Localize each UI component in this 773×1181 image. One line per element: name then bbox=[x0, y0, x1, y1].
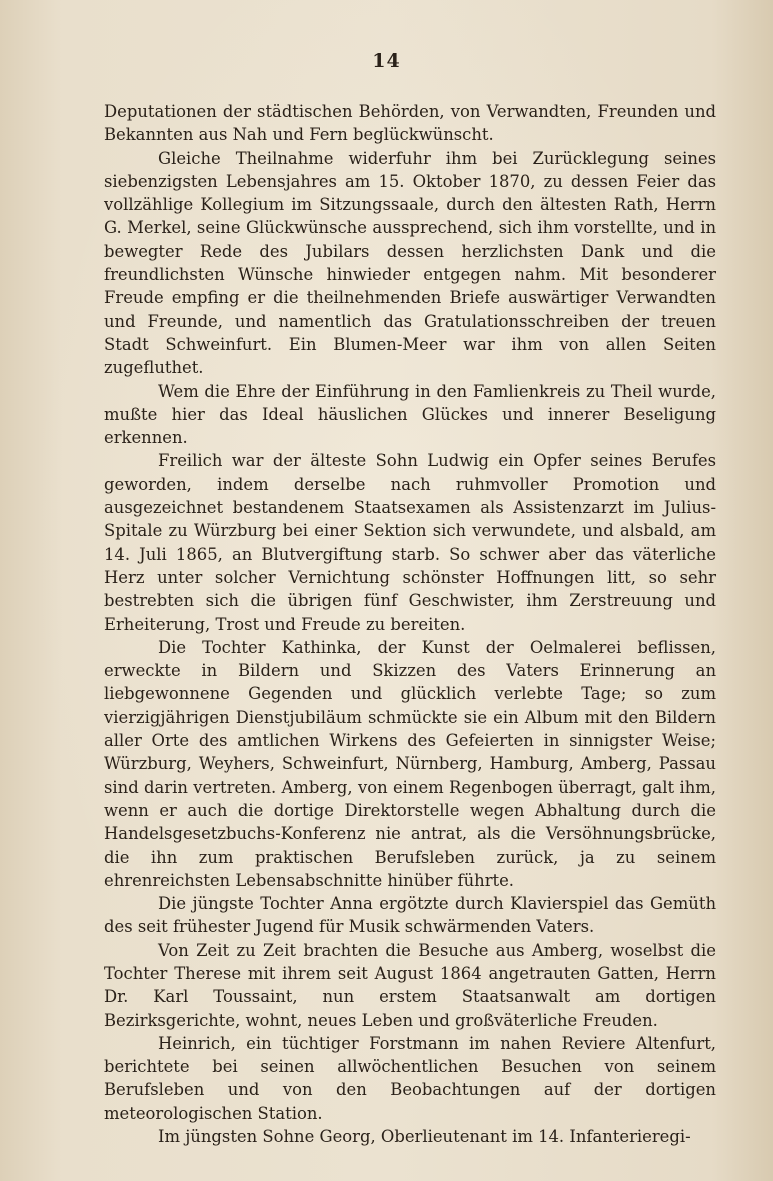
body-text bbox=[104, 100, 716, 1148]
paragraph-1: Deputationen der städtischen Behörden, von Verwandten, Freunden und Bekannten aus Nah und Fern beglückwünscht. bbox=[104, 102, 716, 145]
paragraph-5: Die Tochter Kathinka, der Kunst der Oelmalerei beflissen, erweckte in Bildern und Skizzen des Vaters Erinnerung an liebgewonnene Gegenden und glücklich verlebte Tage; so zum vierzigjährigen Dienstjubiläum schmückte sie ein Album mit den Bildern aller Orte des amtlichen Wirkens des Gefeierten in sinnigster Weise; Würzburg, Weyhers, Schweinfurt, Nürnberg, Hamburg, Amberg, Passau sind darin vertreten. Amberg, von einem Regenbogen überragt, galt ihm, wenn er auch die dortige Direktorstelle wegen Abhaltung durch die Handelsgesetzbuchs-Konferenz nie antrat, als die Versöhnungsbrücke, die ihn zum praktischen Berufsleben zurück, ja zu seinem ehrenreichsten Lebensabschnitte hinüber führte. bbox=[104, 637, 716, 890]
page-number: 14 bbox=[372, 50, 401, 72]
paragraph-7: Von Zeit zu Zeit brachten die Besuche aus Amberg, woselbst die Tochter Therese mit ihrem seit August 1864 angetrauten Gatten, Herrn Dr. Karl Toussaint, nun erstem Staatsanwalt am dortigen Bezirksgerichte, wohnt, neues Leben und großväterliche Freuden. bbox=[104, 940, 716, 1030]
paragraph-6: Die jüngste Tochter Anna ergötzte durch Klavierspiel das Gemüth des seit frühester Jugend für Musik schwärmenden Vaters. bbox=[104, 894, 716, 937]
paragraph-4: Freilich war der älteste Sohn Ludwig ein Opfer seines Berufes geworden, indem derselbe nach ruhmvoller Promotion und ausgezeichnet bestandenem Staatsexamen als Assistenzarzt im Julius-Spitale zu Würzburg bei einer Sektion sich verwundete, und alsbald, am 14. Juli 1865, an Blutvergiftung starb. So schwer aber das väterliche Herz unter solcher Vernichtung schönster Hoffnungen litt, so sehr bestrebten sich die übrigen fünf Geschwister, ihm Zerstreuung und Erheiterung, Trost und Freude zu bereiten. bbox=[104, 451, 716, 634]
paragraph-9: Im jüngsten Sohne Georg, Oberlieutenant im 14. Infanterieregi- bbox=[158, 1127, 691, 1147]
paragraph-3: Wem die Ehre der Einführung in den Famlienkreis zu Theil wurde, mußte hier das Ideal häuslichen Glückes und innerer Beseligung erkennen. bbox=[104, 381, 716, 448]
paragraph-8: Heinrich, ein tüchtiger Forstmann im nahen Reviere Altenfurt, berichtete bei seinen allwöchentlichen Besuchen von seinem Berufsleben und von den Beobachtungen auf der dortigen meteorologischen Station. bbox=[104, 1033, 716, 1123]
paragraph-2: Gleiche Theilnahme widerfuhr ihm bei Zurücklegung seines siebenzigsten Lebensjahres am 15. Oktober 1870, zu dessen Feier das vollzählige Kollegium im Sitzungssaale, durch den ältesten Rath, Herrn G. Merkel, seine Glückwünsche aussprechend, sich ihm vorstellte, und in bewegter Rede des Jubilars dessen herzlichsten Dank und die freundlichsten Wünsche hinwieder entgegen nahm. Mit besonderer Freude empfing er die theilnehmenden Briefe auswärtiger Verwandten und Freunde, und namentlich das Gratulationsschreiben der treuen Stadt Schweinfurt. Ein Blumen-Meer war ihm von allen Seiten zugefluthet. bbox=[104, 148, 716, 378]
